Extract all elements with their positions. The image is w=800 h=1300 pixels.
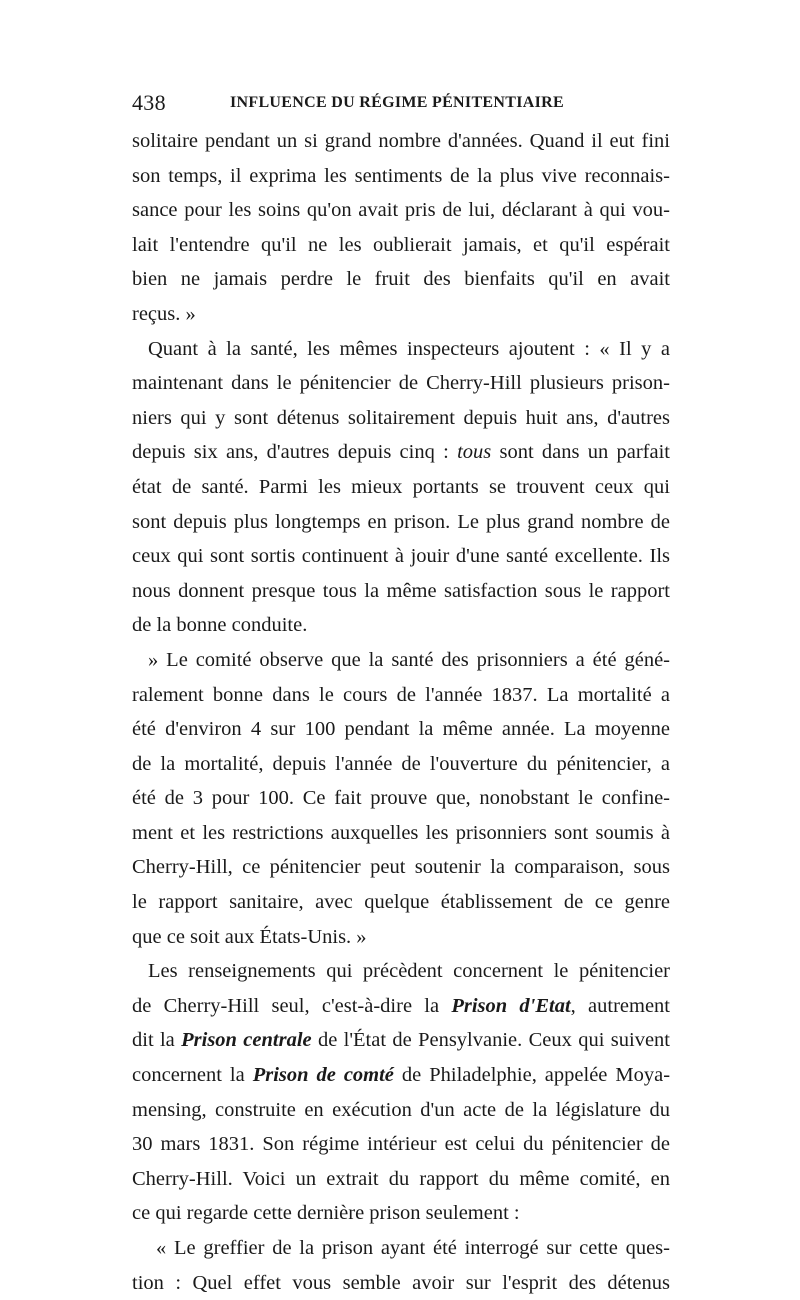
text-line: que ce soit aux États-Unis. » <box>132 925 367 948</box>
running-title: INFLUENCE DU RÉGIME PÉNITENTIAIRE <box>230 94 564 111</box>
text-line: le rapport sanitaire, avec quelque établissement de ce genre <box>132 891 670 914</box>
text-line: ce qui regarde cette dernière prison seulement : <box>132 1202 520 1225</box>
text-line: Quant à la santé, les mêmes inspecteurs ajoutent : « Il y a <box>148 337 670 360</box>
line-segment: dit la <box>132 1029 175 1052</box>
line-segment: de l'État de Pensylvanie. Ceux qui suivent <box>317 1029 670 1052</box>
line-segment: depuis six ans, d'autres depuis cinq : <box>132 441 449 464</box>
text-line: bien ne jamais perdre le fruit des bienfaits qu'il en avait <box>132 268 670 291</box>
italic-emphasis: Prison d'Etat <box>451 994 571 1017</box>
text-line: été d'environ 4 sur 100 pendant la même année. La moyenne <box>132 718 670 741</box>
text-line: sont depuis plus longtemps en prison. Le plus grand nombre de <box>132 510 670 533</box>
text-line: de la bonne conduite. <box>132 614 308 637</box>
text-line: mensing, construite en exécution d'un acte de la législature du <box>132 1098 670 1121</box>
text-line: reçus. » <box>132 302 196 325</box>
text-line: ment et les restrictions auxquelles les prisonniers sont soumis à <box>132 821 670 844</box>
body-text <box>132 124 670 1300</box>
text-line <box>132 435 670 470</box>
page-number: 438 <box>132 90 166 115</box>
italic-emphasis: Prison centrale <box>181 1029 312 1052</box>
text-line: tion : Quel effet vous semble avoir sur l'esprit des détenus <box>132 1271 670 1294</box>
text-line: Les renseignements qui précèdent concernent le pénitencier <box>148 960 670 983</box>
text-line: nous donnent presque tous la même satisfaction sous le rapport <box>132 579 670 602</box>
italic-emphasis: Prison de comté <box>252 1064 394 1087</box>
text-line: ralement bonne dans le cours de l'année 1837. La mortalité a <box>132 683 670 706</box>
text-line: sance pour les soins qu'on avait pris de lui, déclarant à qui vou- <box>132 199 670 222</box>
text-line: Cherry-Hill, ce pénitencier peut soutenir la comparaison, sous <box>132 856 670 879</box>
line-segment: sont dans un parfait <box>499 441 670 464</box>
line-segment: concernent la <box>132 1064 245 1087</box>
running-head <box>132 90 670 120</box>
line-segment: , autrement <box>570 994 670 1017</box>
text-line: » Le comité observe que la santé des prisonniers a été géné- <box>148 648 670 671</box>
text-line: Cherry-Hill. Voici un extrait du rapport du même comité, en <box>132 1167 670 1190</box>
text-line: 30 mars 1831. Son régime intérieur est celui du pénitencier de <box>132 1133 670 1156</box>
text-line: ceux qui sont sortis continuent à jouir d'une santé excellente. Ils <box>132 545 670 568</box>
italic-emphasis: tous <box>457 441 492 464</box>
text-line: son temps, il exprima les sentiments de la plus vive reconnais- <box>132 164 670 187</box>
text-line <box>132 1058 670 1093</box>
text-line: solitaire pendant un si grand nombre d'années. Quand il eut fini <box>132 130 670 152</box>
line-segment: de Cherry-Hill seul, c'est-à-dire la <box>132 994 440 1017</box>
text-line: lait l'entendre qu'il ne les oublierait jamais, et qu'il espérait <box>132 233 670 256</box>
text-line: niers qui y sont détenus solitairement depuis huit ans, d'autres <box>132 406 670 429</box>
text-line: maintenant dans le pénitencier de Cherry-Hill plusieurs prison- <box>132 372 670 395</box>
text-line <box>132 1023 670 1058</box>
text-line <box>132 989 670 1024</box>
text-line: été de 3 pour 100. Ce fait prouve que, nonobstant le confine- <box>132 787 670 810</box>
text-line: « Le greffier de la prison ayant été interrogé sur cette ques- <box>156 1237 670 1259</box>
text-line: de la mortalité, depuis l'année de l'ouverture du pénitencier, a <box>132 752 670 775</box>
line-segment: de Philadelphie, appelée Moya- <box>401 1064 670 1087</box>
text-line: état de santé. Parmi les mieux portants se trouvent ceux qui <box>132 475 670 498</box>
